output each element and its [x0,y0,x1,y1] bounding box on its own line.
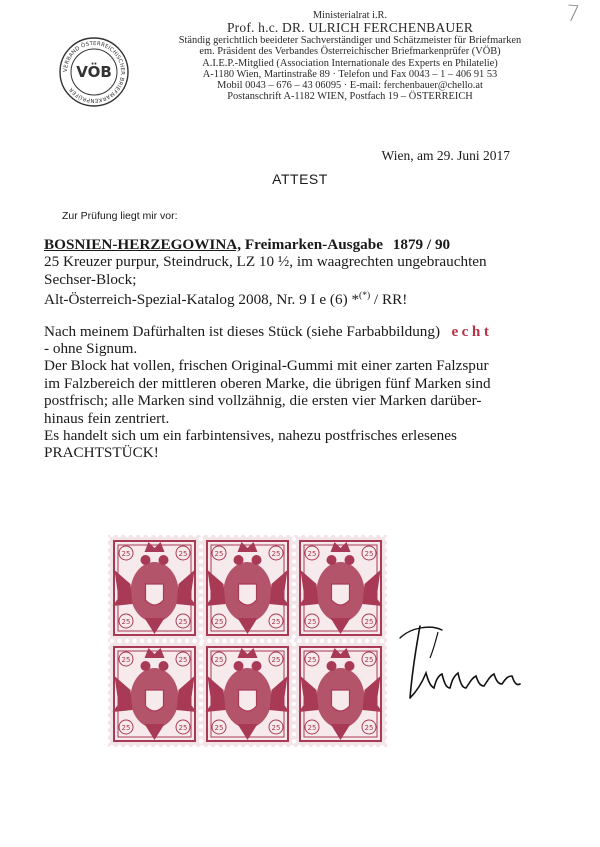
header-line-president: em. Präsident des Verbandes Österreichischer Briefmarkenprüfer (VÖB) [199,46,501,58]
item-issue: Freimarken-Ausgabe [244,236,383,253]
document-title: ATTEST [272,171,328,187]
stamp-block-image [108,535,387,747]
svg-text:25: 25 [178,550,188,558]
date-line: Wien, am 29. Juni 2017 [381,148,510,163]
svg-text:25: 25 [214,656,224,664]
stamp [113,541,197,635]
header-line-aiep: A.I.E.P.-Mitglied (Association Internationale des Experts en Philatelie) [202,57,498,69]
condition-line-2: im Falzbereich der mittleren oberen Marke, die übrigen fünf Marken sind [44,374,491,392]
stamp [206,541,290,635]
header-line-address: A-1180 Wien, Martinstraße 89 · Telefon und Fax 0043 – 1 – 406 91 53 [202,68,498,80]
svg-text:25: 25 [178,618,188,626]
item-heading [44,236,564,253]
svg-text:25: 25 [364,550,374,558]
header-rank: Ministerialrat i.R. [312,10,388,21]
condition-line-1: Der Block hat vollen, frischen Original-Gummi mit einer zarten Falzspur [44,357,489,375]
svg-text:25: 25 [214,618,224,626]
stamp-block-svg [108,535,387,747]
svg-text:25: 25 [178,724,188,732]
certificate-body [44,236,564,462]
svg-text:25: 25 [121,618,131,626]
stamp [113,647,197,741]
letterhead [130,10,570,102]
svg-text:25: 25 [307,550,317,558]
svg-text:25: 25 [271,618,281,626]
header-name: Prof. h.c. DR. ULRICH FERCHENBAUER [226,20,474,36]
corner-pencil-mark: 7 [565,1,581,28]
header-line-contact: Mobil 0043 – 676 – 43 06095 · E-mail: ferchenbauer@chello.at [217,80,483,92]
svg-text:25: 25 [214,724,224,732]
svg-text:25: 25 [121,550,131,558]
svg-text:25: 25 [364,724,374,732]
svg-text:25: 25 [271,550,281,558]
svg-text:25: 25 [307,618,317,626]
summary-line-2: PRACHTSTÜCK! [44,444,159,462]
stamp [299,647,383,741]
opinion-text: Nach meinem Dafürhalten ist dieses Stück (siehe Farbabbildung) [44,322,441,340]
expert-signature [390,618,530,713]
item-country: BOSNIEN-HERZEGOWINA, [44,236,242,253]
svg-text:25: 25 [214,550,224,558]
stamp [299,541,383,635]
svg-text:25: 25 [178,656,188,664]
svg-text:25: 25 [121,656,131,664]
summary-line-1: Es handelt sich um ein farbintensives, nahezu postfrisches erlesenes [44,427,457,445]
condition-line-4: hinaus fein zentriert. [44,409,170,427]
voeb-seal-logo [58,36,130,108]
item-description: 25 Kreuzer purpur, Steindruck, LZ 10 ½, im waagrechten ungebrauchten [44,253,487,271]
header-line-expert: Ständig gerichtlich beeideter Sachverständiger und Schätzmeister für Briefmarken [178,35,522,47]
header-line-postal: Postanschrift A-1182 WIEN, Postfach 19 – ÖSTERREICH [227,91,473,103]
opinion-signum: - ohne Signum. [44,340,138,358]
seal-ring-text: VERBAND ÖSTERREICHISCHER BRIEFMARKENPRÜFER [62,40,126,104]
intro-text: Zur Prüfung liegt mir vor: [62,210,178,222]
echt-verdict: echt [451,322,493,340]
svg-text:25: 25 [271,724,281,732]
svg-text:25: 25 [364,656,374,664]
svg-text:25: 25 [364,618,374,626]
seal-center-text: VÖB [76,63,112,81]
condition-line-3: postfrisch; alle Marken sind vollzähnig, die ersten vier Marken darüber- [44,392,482,410]
opinion-paragraph [44,323,564,462]
item-format: Sechser-Block; [44,270,137,288]
item-catalog: Alt-Österreich-Spezial-Katalog 2008, Nr. 9 I e (6) *(*) / RR! [44,291,408,309]
svg-text:25: 25 [307,724,317,732]
item-years: 1879 / 90 [392,236,451,253]
svg-text:25: 25 [271,656,281,664]
svg-text:25: 25 [307,656,317,664]
stamp [206,647,290,741]
svg-text:25: 25 [121,724,131,732]
